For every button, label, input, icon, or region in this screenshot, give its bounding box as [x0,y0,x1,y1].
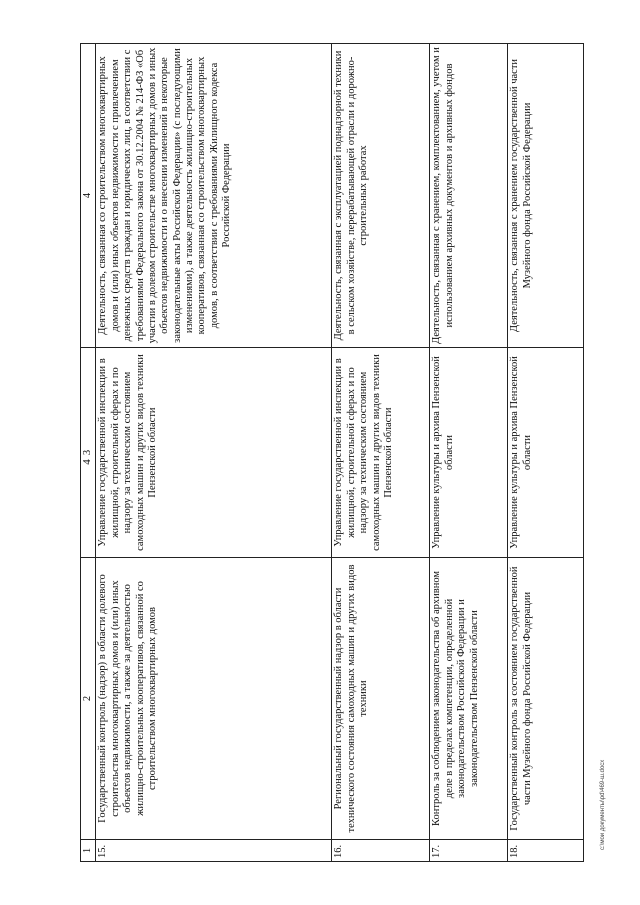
table-row [430,44,508,862]
table-row [508,44,584,862]
control-table [80,43,584,862]
activity-cell: Деятельность, связанная с эксплуатацией поднадзорной техники в сельском хозяйстве, перерабатывающей отрасли и дорожно-строительных работах [332,44,430,348]
control-type-cell: Государственный контроль (надзор) в области долевого строительства многоквартирных домов и (или) иных объектов недвижимости, а также за деятельностью жилищно-строительных кооперативов, связанной со строительством многоквартирных домов [96,558,332,840]
control-type-cell: Контроль за соблюдением законодательства об архивном деле в пределах компетенции, определенной законодательством Российской Федерации и законодательством Пензенской области [430,558,508,840]
table-row [332,44,430,862]
row-number: 15. [96,840,332,862]
file-path-footer [600,759,606,851]
header-cell-1: 1 [81,840,96,862]
header-cell-2: 2 [81,558,96,840]
authority-cell: Управление государственной инспекции в жилищной, строительной сферах и по надзору за техническим состоянием самоходных машин и других видов техники Пензенской области [332,348,430,558]
control-type-cell: Региональный государственный надзор в области технического состояния самоходных машин и других видов техники [332,558,430,840]
authority-cell: Управление культуры и архива Пензенской области [508,348,584,558]
rotated-table-wrapper [80,44,580,862]
row-number: 17. [430,840,508,862]
file-path-text: c:\мои документы\pd\469-ш.docx [600,759,606,850]
authority-cell: Управление государственной инспекции в жилищной, строительной сферах и по надзору за техническим состоянием самоходных машин и других видов техники Пензенской области [96,348,332,558]
table-row [96,44,332,862]
authority-cell: Управление культуры и архива Пензенской области [430,348,508,558]
activity-cell: Деятельность, связанная со строительством многоквартирных домов и (или) иных объектов недвижимости с привлечением денежных средств граждан и юридических лиц, в соответствии с требованиями Федерального закона от 30.12.2004 № 214-ФЗ «Об участии в долевом строительстве многоквартирных домов и иных объектов недвижимости и о внесении изменений в некоторые законодательные акты Российской Федерации» (с последующими изменениями), а также деятельность жилищно-строительных кооперативов, связанная со строительством многоквартирных домов, в соответствии с требованиями Жилищного кодекса Российской Федерации [96,44,332,348]
row-number: 16. [332,840,430,862]
header-cell-4: 4 [81,44,96,348]
page-number-text: 4 [80,459,93,465]
header-cell-3: 3 [81,348,96,558]
row-number: 18. [508,840,584,862]
table-header-row [81,44,96,862]
control-type-cell: Государственный контроль за состоянием государственной части Музейного фонда Российской Федерации [508,558,584,840]
activity-cell: Деятельность, связанная с хранением, комплектованием, учетом и использованием архивных документов и архивных фондов [430,44,508,348]
activity-cell: Деятельность, связанная с хранением государственной части Музейного фонда Российской Федерации [508,44,584,348]
